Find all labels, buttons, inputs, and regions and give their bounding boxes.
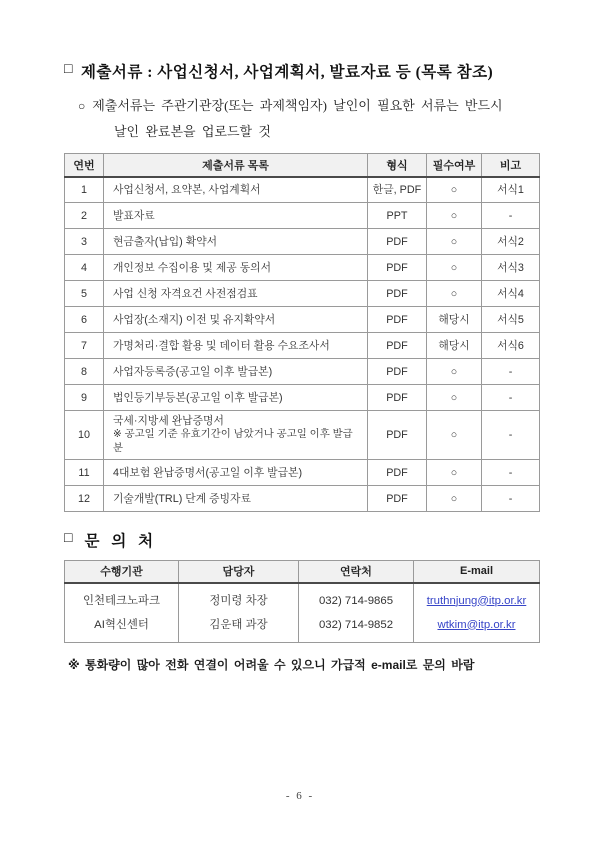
organization-line1: 인천테크노파크 xyxy=(82,594,161,607)
cell-no: 5 xyxy=(65,281,104,307)
cell-no: 3 xyxy=(65,229,104,255)
cell-format: PDF xyxy=(368,333,427,359)
section-title-text: 제출서류 : 사업신청서, 사업계획서, 발료자료 등 (목록 참조) xyxy=(80,64,494,81)
cell-remark: 서식1 xyxy=(482,177,540,203)
cell-remark: - xyxy=(482,411,540,460)
section-title-documents xyxy=(64,60,540,82)
cell-remark: 서식3 xyxy=(482,255,540,281)
cell-name: 가명처리·결합 활용 및 데이터 활용 수요조사서 xyxy=(104,333,368,359)
table-row xyxy=(65,229,540,255)
cell-remark: 서식4 xyxy=(482,281,540,307)
cell-name xyxy=(104,411,368,460)
cell-name-line2: ※ 공고일 기준 유효기간이 남았거나 공고일 이후 발급분 xyxy=(113,429,353,454)
cell-no: 9 xyxy=(65,385,104,411)
table-row xyxy=(65,281,540,307)
email-link[interactable]: wtkim@itp.or.kr xyxy=(437,618,516,631)
cell-no: 7 xyxy=(65,333,104,359)
cell-required: ○ xyxy=(427,359,482,385)
cell-no: 11 xyxy=(65,460,104,486)
cell-name: 기술개발(TRL) 단계 증빙자료 xyxy=(104,486,368,512)
cell-no: 4 xyxy=(65,255,104,281)
cell-required: ○ xyxy=(427,281,482,307)
col-header-remark: 비고 xyxy=(482,154,540,177)
contact-title-text: 문 의 처 xyxy=(84,533,158,550)
contact-header-row xyxy=(65,561,540,583)
cell-remark: - xyxy=(482,486,540,512)
cell-format: PDF xyxy=(368,307,427,333)
cell-no: 1 xyxy=(65,177,104,203)
cell-name: 사업신청서, 요약본, 사업계획서 xyxy=(104,177,368,203)
cell-format: PDF xyxy=(368,255,427,281)
cell-name: 사업 신청 자격요건 사전점검표 xyxy=(104,281,368,307)
cell-format: 한글, PDF xyxy=(368,177,427,203)
section-title-contact xyxy=(64,529,540,551)
cell-required: ○ xyxy=(427,411,482,460)
cell-email xyxy=(414,583,540,643)
cell-name: 현금출자(납입) 확약서 xyxy=(104,229,368,255)
contact-note: ※ 통화량이 많아 전화 연결이 어려울 수 있으니 가급적 e-mail로 문의 바람 xyxy=(68,657,475,672)
cell-required: ○ xyxy=(427,255,482,281)
cell-format: PDF xyxy=(368,385,427,411)
person-name: 정미령 차장 xyxy=(209,594,268,607)
col-header-organization: 수행기관 xyxy=(65,561,179,583)
cell-remark: - xyxy=(482,203,540,229)
cell-no: 8 xyxy=(65,359,104,385)
cell-required: 해당시 xyxy=(427,333,482,359)
table-row xyxy=(65,411,540,460)
table-row xyxy=(65,486,540,512)
cell-required: ○ xyxy=(427,177,482,203)
cell-person xyxy=(179,583,299,643)
instruction-line-2: 날인 완료본을 업로드할 것 xyxy=(114,124,271,139)
doc-table-header-row xyxy=(65,154,540,177)
cell-name-line1: 국세·지방세 완납증명서 xyxy=(113,415,224,427)
cell-format: PDF xyxy=(368,229,427,255)
cell-no: 10 xyxy=(65,411,104,460)
person-name: 김운태 과장 xyxy=(209,618,268,631)
cell-name: 법인등기부등본(공고일 이후 발급본) xyxy=(104,385,368,411)
instruction-line-1: ○ 제출서류는 주관기관장(또는 과제책임자) 날인이 필요한 서류는 반드시 xyxy=(78,98,503,113)
col-header-required: 필수여부 xyxy=(427,154,482,177)
cell-name: 발표자료 xyxy=(104,203,368,229)
contact-data-row xyxy=(65,583,540,643)
square-bullet-icon: □ xyxy=(64,62,73,77)
cell-format: PDF xyxy=(368,359,427,385)
cell-remark: 서식2 xyxy=(482,229,540,255)
col-header-person: 담당자 xyxy=(179,561,299,583)
cell-remark: - xyxy=(482,359,540,385)
page-number: - 6 - xyxy=(285,790,315,802)
col-header-format: 형식 xyxy=(368,154,427,177)
cell-no: 12 xyxy=(65,486,104,512)
cell-phone xyxy=(299,583,414,643)
cell-no: 2 xyxy=(65,203,104,229)
phone-number: 032) 714-9865 xyxy=(318,594,394,607)
table-row xyxy=(65,460,540,486)
cell-remark: 서식6 xyxy=(482,333,540,359)
col-header-name: 제출서류 목록 xyxy=(104,154,368,177)
cell-format: PDF xyxy=(368,486,427,512)
cell-format: PDF xyxy=(368,411,427,460)
cell-format: PDF xyxy=(368,460,427,486)
col-header-no: 연번 xyxy=(65,154,104,177)
cell-remark: - xyxy=(482,385,540,411)
cell-no: 6 xyxy=(65,307,104,333)
document-list-table xyxy=(64,153,540,512)
cell-name: 4대보험 완납증명서(공고일 이후 발급본) xyxy=(104,460,368,486)
cell-required: ○ xyxy=(427,460,482,486)
cell-name: 개인정보 수집이용 및 제공 동의서 xyxy=(104,255,368,281)
cell-remark: - xyxy=(482,460,540,486)
cell-name: 사업장(소재지) 이전 및 유지확약서 xyxy=(104,307,368,333)
table-row xyxy=(65,333,540,359)
email-link[interactable]: truthnjung@itp.or.kr xyxy=(426,594,527,607)
circle-bullet-icon: ○ xyxy=(78,99,86,113)
square-bullet-icon: □ xyxy=(64,531,77,546)
col-header-phone: 연락처 xyxy=(299,561,414,583)
cell-required: ○ xyxy=(427,229,482,255)
cell-required: ○ xyxy=(427,486,482,512)
cell-name: 사업자등록증(공고일 이후 발급본) xyxy=(104,359,368,385)
table-row xyxy=(65,177,540,203)
table-row xyxy=(65,203,540,229)
cell-remark: 서식5 xyxy=(482,307,540,333)
cell-required: ○ xyxy=(427,385,482,411)
table-row xyxy=(65,255,540,281)
table-row xyxy=(65,359,540,385)
table-row xyxy=(65,385,540,411)
organization-line2: AI혁신센터 xyxy=(94,618,149,631)
cell-required: 해당시 xyxy=(427,307,482,333)
phone-number: 032) 714-9852 xyxy=(318,618,394,631)
submission-instruction xyxy=(64,93,540,144)
col-header-email: E-mail xyxy=(414,561,540,583)
table-row xyxy=(65,307,540,333)
contact-table xyxy=(64,560,540,643)
cell-format: PDF xyxy=(368,281,427,307)
cell-organization xyxy=(65,583,179,643)
cell-format: PPT xyxy=(368,203,427,229)
cell-required: ○ xyxy=(427,203,482,229)
